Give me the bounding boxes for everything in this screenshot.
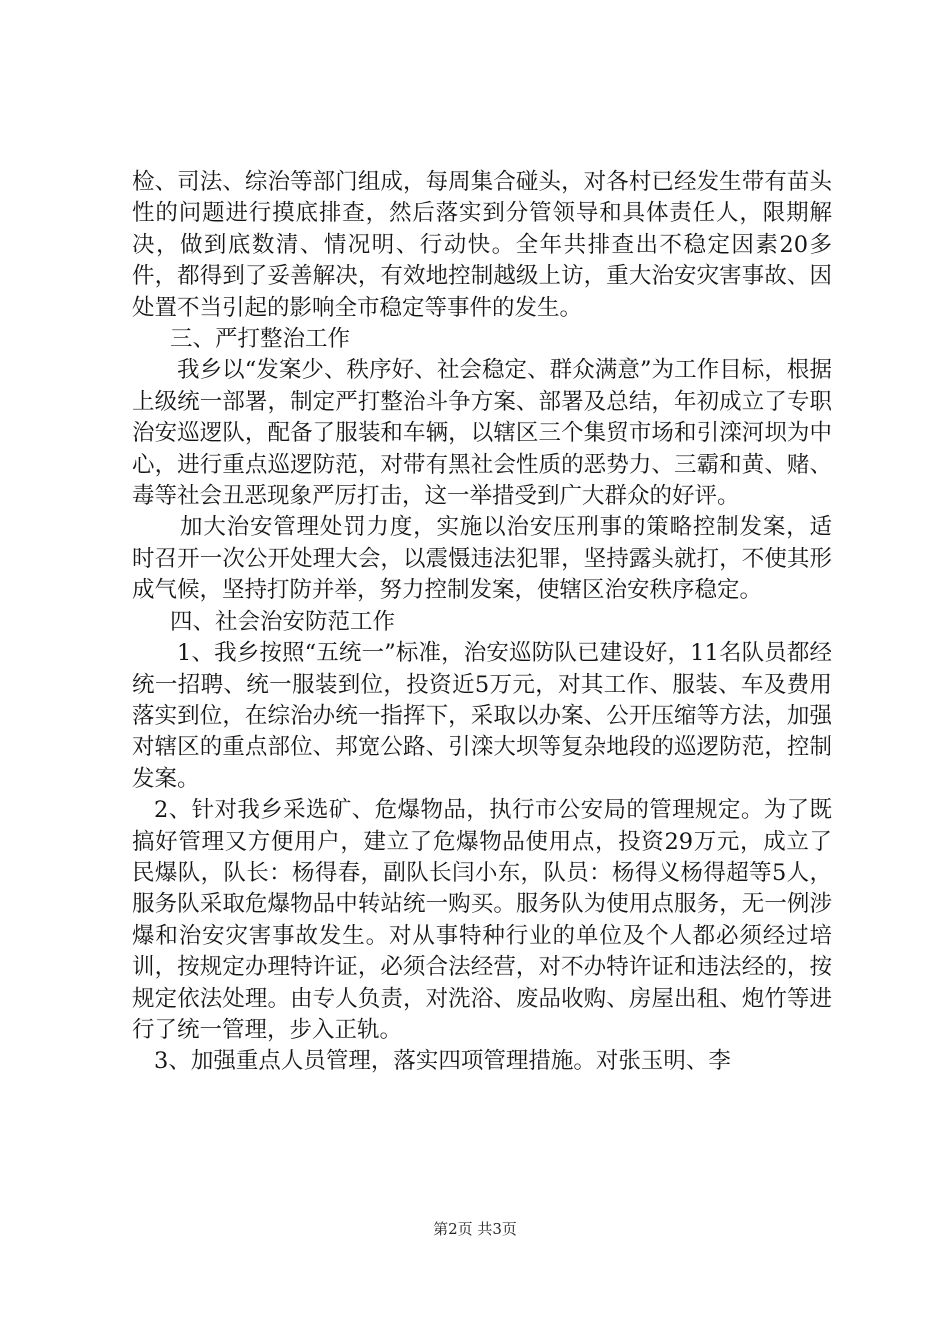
paragraph-investigation: 检、司法、综治等部门组成，每周集合碰头，对各村已经发生带有苗头性的问题进行摸底排查，然后落实到分管领导和具体责任人，限期解决，做到底数清、情况明、行动快。全年共排查出不稳定因素20多件，都得到了妥善解决，有效地控制越级上访，重大治安灾害事故、因处置不当引起的影响全市稳定等事件的发生。: [132, 169, 832, 321]
paragraph-patrol-team: 1、我乡按照“五统一”标准，治安巡防队已建设好，11名队员都经统一招聘、统一服装到位，投资近5万元，对其工作、服装、车及费用落实到位，在综治办统一指挥下，采取以办案、公开压缩等方法，加强对辖区的重点部位、邦宽公路、引滦大坝等复杂地段的巡逻防范，控制发案。: [132, 640, 832, 792]
paragraph-explosives: 2、针对我乡采选矿、危爆物品，执行市公安局的管理规定。为了既搞好管理又方便用户，建立了危爆物品使用点，投资29万元，成立了民爆队，队长：杨得春，副队长闫小东，队员：杨得义杨得超等5人，服务队采取危爆物品中转站统一购买。服务队为使用点服务，无一例涉爆和治安灾害事故发生。对从事特种行业的单位及个人都必须经过培训，按规定办理特许证，必须合法经营，对不办特许证和违法经的，按规定依法处理。由专人负责，对洗浴、废品收购、房屋出租、炮竹等进行了统一管理，步入正轨。: [132, 797, 832, 1043]
paragraph-penalties: 加大治安管理处罚力度，实施以治安压刑事的策略控制发案，适时召开一次公开处理大会，以震慑违法犯罪，坚持露头就打，不使其形成气候，坚持打防并举，努力控制发案，使辖区治安秩序稳定。: [132, 514, 832, 604]
heading-strike-hard: 三、严打整治工作: [170, 326, 351, 353]
page-number-footer: 第2页 共3页: [433, 1220, 517, 1238]
paragraph-key-persons: 3、加强重点人员管理，落实四项管理措施。对张玉明、李: [154, 1048, 731, 1075]
document-body: [132, 167, 832, 1078]
heading-public-security: 四、社会治安防范工作: [170, 608, 396, 635]
paragraph-strike-hard-goals: 我乡以“发案少、秩序好、社会稳定、群众满意”为工作目标，根据上级统一部署，制定严打整治斗争方案、部署及总结，年初成立了专职治安巡逻队，配备了服装和车辆，以辖区三个集贸市场和引滦河坝为中心，进行重点巡逻防范，对带有黑社会性质的恶势力、三霸和黄、赌、毒等社会丑恶现象严厉打击，这一举措受到广大群众的好评。: [132, 357, 832, 510]
